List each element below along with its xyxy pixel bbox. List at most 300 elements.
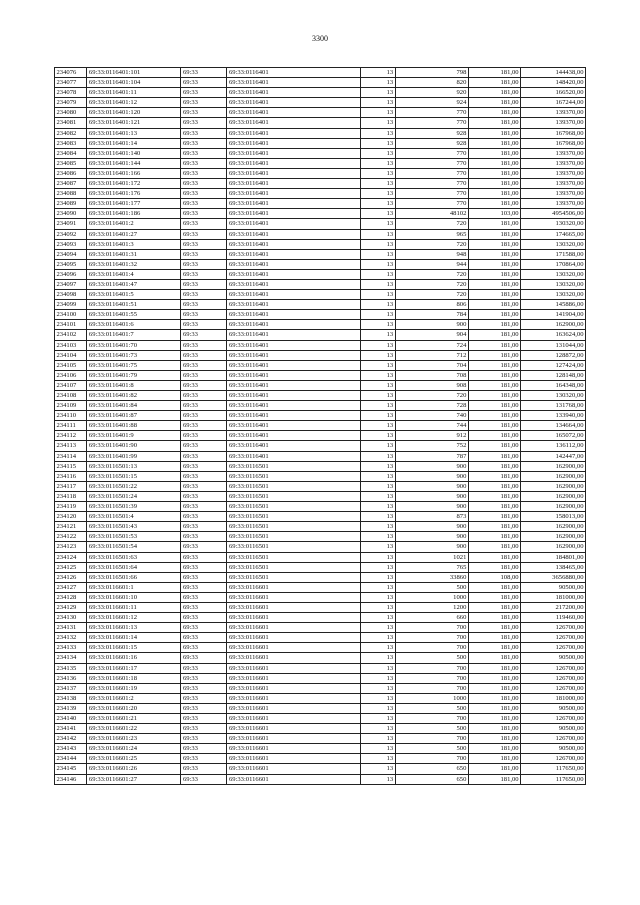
area-value-cell: 948	[395, 249, 468, 259]
area-value-cell: 770	[395, 199, 468, 209]
row-number-cell: 234095	[55, 259, 87, 269]
district-code-cell: 69:33	[181, 350, 227, 360]
cadastral-block-cell: 69:33:0116501	[227, 522, 361, 532]
table-row	[55, 168, 586, 178]
zone-number-cell: 13	[361, 451, 395, 461]
table-row	[55, 542, 586, 552]
cadastral-value-cell: 139370,00	[521, 118, 586, 128]
specific-value-cell: 181,00	[468, 714, 520, 724]
cadastral-number-cell: 69:33:0116401:14	[87, 138, 181, 148]
specific-value-cell: 181,00	[468, 623, 520, 633]
table-row	[55, 290, 586, 300]
cadastral-number-cell: 69:33:0116401:70	[87, 340, 181, 350]
table-row	[55, 532, 586, 542]
specific-value-cell: 181,00	[468, 259, 520, 269]
cadastral-block-cell: 69:33:0116601	[227, 673, 361, 683]
zone-number-cell: 13	[361, 199, 395, 209]
area-value-cell: 900	[395, 481, 468, 491]
cadastral-block-cell: 69:33:0116401	[227, 209, 361, 219]
cadastral-block-cell: 69:33:0116501	[227, 491, 361, 501]
district-code-cell: 69:33	[181, 179, 227, 189]
cadastral-number-cell: 69:33:0116401:6	[87, 320, 181, 330]
cadastral-number-cell: 69:33:0116501:39	[87, 502, 181, 512]
area-value-cell: 744	[395, 421, 468, 431]
specific-value-cell: 181,00	[468, 471, 520, 481]
specific-value-cell: 181,00	[468, 734, 520, 744]
cadastral-number-cell: 69:33:0116401:186	[87, 209, 181, 219]
table-row	[55, 199, 586, 209]
district-code-cell: 69:33	[181, 582, 227, 592]
cadastral-block-cell: 69:33:0116401	[227, 330, 361, 340]
cadastral-value-cell: 162900,00	[521, 471, 586, 481]
cadastral-number-cell: 69:33:0116501:43	[87, 522, 181, 532]
specific-value-cell: 181,00	[468, 380, 520, 390]
cadastral-value-cell: 126700,00	[521, 663, 586, 673]
zone-number-cell: 13	[361, 562, 395, 572]
cadastral-block-cell: 69:33:0116401	[227, 350, 361, 360]
area-value-cell: 700	[395, 734, 468, 744]
table-row	[55, 189, 586, 199]
specific-value-cell: 181,00	[468, 249, 520, 259]
table-row	[55, 229, 586, 239]
table-row	[55, 350, 586, 360]
cadastral-number-cell: 69:33:0116401:32	[87, 259, 181, 269]
cadastral-value-cell: 162900,00	[521, 532, 586, 542]
area-value-cell: 500	[395, 653, 468, 663]
zone-number-cell: 13	[361, 249, 395, 259]
cadastral-block-cell: 69:33:0116401	[227, 320, 361, 330]
area-value-cell: 708	[395, 370, 468, 380]
row-number-cell: 234141	[55, 724, 87, 734]
area-value-cell: 700	[395, 714, 468, 724]
table-row	[55, 724, 586, 734]
table-row	[55, 431, 586, 441]
cadastral-block-cell: 69:33:0116401	[227, 411, 361, 421]
cadastral-value-cell: 181000,00	[521, 592, 586, 602]
row-number-cell: 234136	[55, 673, 87, 683]
cadastral-block-cell: 69:33:0116401	[227, 380, 361, 390]
specific-value-cell: 181,00	[468, 340, 520, 350]
cadastral-value-cell: 90500,00	[521, 744, 586, 754]
row-number-cell: 234081	[55, 118, 87, 128]
table-row	[55, 158, 586, 168]
table-row	[55, 471, 586, 481]
table-row	[55, 512, 586, 522]
cadastral-value-cell: 126700,00	[521, 714, 586, 724]
cadastral-number-cell: 69:33:0116601:13	[87, 623, 181, 633]
cadastral-block-cell: 69:33:0116501	[227, 502, 361, 512]
zone-number-cell: 13	[361, 138, 395, 148]
row-number-cell: 234139	[55, 703, 87, 713]
specific-value-cell: 181,00	[468, 673, 520, 683]
cadastral-number-cell: 69:33:0116401:144	[87, 158, 181, 168]
zone-number-cell: 13	[361, 340, 395, 350]
table-row	[55, 259, 586, 269]
cadastral-number-cell: 69:33:0116401:75	[87, 360, 181, 370]
specific-value-cell: 181,00	[468, 138, 520, 148]
table-row	[55, 562, 586, 572]
area-value-cell: 1000	[395, 693, 468, 703]
row-number-cell: 234117	[55, 481, 87, 491]
table-row	[55, 653, 586, 663]
area-value-cell: 806	[395, 300, 468, 310]
table-row	[55, 693, 586, 703]
cadastral-block-cell: 69:33:0116401	[227, 168, 361, 178]
table-row	[55, 602, 586, 612]
row-number-cell: 234087	[55, 179, 87, 189]
row-number-cell: 234089	[55, 199, 87, 209]
area-value-cell: 720	[395, 219, 468, 229]
zone-number-cell: 13	[361, 724, 395, 734]
area-value-cell: 48102	[395, 209, 468, 219]
specific-value-cell: 181,00	[468, 239, 520, 249]
row-number-cell: 234142	[55, 734, 87, 744]
zone-number-cell: 13	[361, 148, 395, 158]
area-value-cell: 920	[395, 88, 468, 98]
row-number-cell: 234096	[55, 269, 87, 279]
cadastral-value-table	[54, 67, 586, 785]
area-value-cell: 700	[395, 673, 468, 683]
zone-number-cell: 13	[361, 189, 395, 199]
table-row	[55, 320, 586, 330]
row-number-cell: 234134	[55, 653, 87, 663]
table-row	[55, 592, 586, 602]
specific-value-cell: 181,00	[468, 320, 520, 330]
cadastral-block-cell: 69:33:0116501	[227, 512, 361, 522]
table-row	[55, 714, 586, 724]
cadastral-block-cell: 69:33:0116501	[227, 542, 361, 552]
specific-value-cell: 181,00	[468, 764, 520, 774]
cadastral-block-cell: 69:33:0116401	[227, 68, 361, 78]
cadastral-number-cell: 69:33:0116501:66	[87, 572, 181, 582]
cadastral-number-cell: 69:33:0116501:63	[87, 552, 181, 562]
cadastral-block-cell: 69:33:0116601	[227, 744, 361, 754]
cadastral-block-cell: 69:33:0116401	[227, 310, 361, 320]
row-number-cell: 234102	[55, 330, 87, 340]
area-value-cell: 700	[395, 663, 468, 673]
cadastral-number-cell: 69:33:0116401:82	[87, 391, 181, 401]
cadastral-value-cell: 126700,00	[521, 633, 586, 643]
area-value-cell: 900	[395, 502, 468, 512]
cadastral-number-cell: 69:33:0116501:13	[87, 461, 181, 471]
table-row	[55, 491, 586, 501]
cadastral-number-cell: 69:33:0116601:19	[87, 683, 181, 693]
specific-value-cell: 181,00	[468, 98, 520, 108]
district-code-cell: 69:33	[181, 158, 227, 168]
table-row	[55, 481, 586, 491]
area-value-cell: 900	[395, 522, 468, 532]
cadastral-value-cell: 90500,00	[521, 653, 586, 663]
cadastral-number-cell: 69:33:0116401:176	[87, 189, 181, 199]
cadastral-value-cell: 3656880,00	[521, 572, 586, 582]
zone-number-cell: 13	[361, 360, 395, 370]
cadastral-block-cell: 69:33:0116401	[227, 179, 361, 189]
row-number-cell: 234120	[55, 512, 87, 522]
specific-value-cell: 181,00	[468, 88, 520, 98]
table-row	[55, 78, 586, 88]
row-number-cell: 234105	[55, 360, 87, 370]
district-code-cell: 69:33	[181, 764, 227, 774]
zone-number-cell: 13	[361, 300, 395, 310]
specific-value-cell: 181,00	[468, 582, 520, 592]
cadastral-block-cell: 69:33:0116401	[227, 340, 361, 350]
zone-number-cell: 13	[361, 491, 395, 501]
specific-value-cell: 181,00	[468, 401, 520, 411]
cadastral-number-cell: 69:33:0116601:10	[87, 592, 181, 602]
cadastral-number-cell: 69:33:0116501:53	[87, 532, 181, 542]
district-code-cell: 69:33	[181, 249, 227, 259]
row-number-cell: 234078	[55, 88, 87, 98]
district-code-cell: 69:33	[181, 552, 227, 562]
area-value-cell: 720	[395, 269, 468, 279]
table-row	[55, 633, 586, 643]
zone-number-cell: 13	[361, 98, 395, 108]
specific-value-cell: 181,00	[468, 461, 520, 471]
cadastral-value-cell: 126700,00	[521, 734, 586, 744]
specific-value-cell: 181,00	[468, 68, 520, 78]
zone-number-cell: 13	[361, 734, 395, 744]
row-number-cell: 234112	[55, 431, 87, 441]
row-number-cell: 234116	[55, 471, 87, 481]
district-code-cell: 69:33	[181, 562, 227, 572]
specific-value-cell: 181,00	[468, 118, 520, 128]
zone-number-cell: 13	[361, 421, 395, 431]
district-code-cell: 69:33	[181, 602, 227, 612]
district-code-cell: 69:33	[181, 108, 227, 118]
zone-number-cell: 13	[361, 461, 395, 471]
cadastral-block-cell: 69:33:0116401	[227, 239, 361, 249]
table-row	[55, 370, 586, 380]
cadastral-number-cell: 69:33:0116501:22	[87, 481, 181, 491]
zone-number-cell: 13	[361, 380, 395, 390]
cadastral-value-cell: 90500,00	[521, 724, 586, 734]
area-value-cell: 724	[395, 340, 468, 350]
zone-number-cell: 13	[361, 481, 395, 491]
area-value-cell: 728	[395, 401, 468, 411]
table-row	[55, 209, 586, 219]
zone-number-cell: 13	[361, 582, 395, 592]
row-number-cell: 234127	[55, 582, 87, 592]
cadastral-value-cell: 117650,00	[521, 764, 586, 774]
cadastral-value-cell: 166520,00	[521, 88, 586, 98]
district-code-cell: 69:33	[181, 623, 227, 633]
specific-value-cell: 181,00	[468, 128, 520, 138]
cadastral-number-cell: 69:33:0116401:27	[87, 229, 181, 239]
table-row	[55, 330, 586, 340]
area-value-cell: 33860	[395, 572, 468, 582]
cadastral-block-cell: 69:33:0116401	[227, 98, 361, 108]
area-value-cell: 965	[395, 229, 468, 239]
area-value-cell: 500	[395, 703, 468, 713]
cadastral-block-cell: 69:33:0116401	[227, 88, 361, 98]
specific-value-cell: 181,00	[468, 168, 520, 178]
zone-number-cell: 13	[361, 532, 395, 542]
row-number-cell: 234115	[55, 461, 87, 471]
specific-value-cell: 181,00	[468, 360, 520, 370]
area-value-cell: 1000	[395, 592, 468, 602]
cadastral-block-cell: 69:33:0116601	[227, 602, 361, 612]
row-number-cell: 234135	[55, 663, 87, 673]
row-number-cell: 234108	[55, 391, 87, 401]
specific-value-cell: 181,00	[468, 158, 520, 168]
district-code-cell: 69:33	[181, 724, 227, 734]
row-number-cell: 234077	[55, 78, 87, 88]
cadastral-number-cell: 69:33:0116501:15	[87, 471, 181, 481]
cadastral-number-cell: 69:33:0116601:15	[87, 643, 181, 653]
zone-number-cell: 13	[361, 68, 395, 78]
table-row	[55, 673, 586, 683]
row-number-cell: 234088	[55, 189, 87, 199]
area-value-cell: 904	[395, 330, 468, 340]
zone-number-cell: 13	[361, 683, 395, 693]
cadastral-value-cell: 139370,00	[521, 168, 586, 178]
district-code-cell: 69:33	[181, 279, 227, 289]
cadastral-number-cell: 69:33:0116401:104	[87, 78, 181, 88]
area-value-cell: 700	[395, 633, 468, 643]
cadastral-block-cell: 69:33:0116601	[227, 703, 361, 713]
table-row	[55, 310, 586, 320]
zone-number-cell: 13	[361, 643, 395, 653]
specific-value-cell: 181,00	[468, 189, 520, 199]
specific-value-cell: 103,00	[468, 209, 520, 219]
zone-number-cell: 13	[361, 229, 395, 239]
cadastral-block-cell: 69:33:0116601	[227, 592, 361, 602]
row-number-cell: 234103	[55, 340, 87, 350]
area-value-cell: 900	[395, 491, 468, 501]
zone-number-cell: 13	[361, 703, 395, 713]
table-row	[55, 461, 586, 471]
cadastral-number-cell: 69:33:0116401:101	[87, 68, 181, 78]
cadastral-value-cell: 130320,00	[521, 391, 586, 401]
cadastral-block-cell: 69:33:0116501	[227, 471, 361, 481]
area-value-cell: 900	[395, 461, 468, 471]
zone-number-cell: 13	[361, 88, 395, 98]
district-code-cell: 69:33	[181, 290, 227, 300]
cadastral-number-cell: 69:33:0116401:55	[87, 310, 181, 320]
district-code-cell: 69:33	[181, 683, 227, 693]
cadastral-value-cell: 158013,00	[521, 512, 586, 522]
table-row	[55, 401, 586, 411]
area-value-cell: 900	[395, 320, 468, 330]
row-number-cell: 234093	[55, 239, 87, 249]
district-code-cell: 69:33	[181, 653, 227, 663]
district-code-cell: 69:33	[181, 380, 227, 390]
zone-number-cell: 13	[361, 370, 395, 380]
table-row	[55, 138, 586, 148]
row-number-cell: 234110	[55, 411, 87, 421]
cadastral-value-cell: 130320,00	[521, 269, 586, 279]
table-row	[55, 128, 586, 138]
zone-number-cell: 13	[361, 754, 395, 764]
district-code-cell: 69:33	[181, 68, 227, 78]
cadastral-number-cell: 69:33:0116601:24	[87, 744, 181, 754]
district-code-cell: 69:33	[181, 532, 227, 542]
zone-number-cell: 13	[361, 744, 395, 754]
district-code-cell: 69:33	[181, 613, 227, 623]
cadastral-block-cell: 69:33:0116601	[227, 714, 361, 724]
area-value-cell: 770	[395, 168, 468, 178]
zone-number-cell: 13	[361, 592, 395, 602]
cadastral-number-cell: 69:33:0116601:11	[87, 602, 181, 612]
area-value-cell: 787	[395, 451, 468, 461]
table-row	[55, 764, 586, 774]
area-value-cell: 770	[395, 158, 468, 168]
district-code-cell: 69:33	[181, 88, 227, 98]
cadastral-number-cell: 69:33:0116401:177	[87, 199, 181, 209]
cadastral-block-cell: 69:33:0116601	[227, 653, 361, 663]
cadastral-block-cell: 69:33:0116501	[227, 552, 361, 562]
cadastral-number-cell: 69:33:0116401:11	[87, 88, 181, 98]
cadastral-number-cell: 69:33:0116501:4	[87, 512, 181, 522]
district-code-cell: 69:33	[181, 310, 227, 320]
page-number: 3300	[312, 34, 328, 43]
area-value-cell: 740	[395, 411, 468, 421]
row-number-cell: 234146	[55, 774, 87, 784]
cadastral-number-cell: 69:33:0116601:16	[87, 653, 181, 663]
cadastral-value-cell: 174665,00	[521, 229, 586, 239]
cadastral-block-cell: 69:33:0116601	[227, 764, 361, 774]
zone-number-cell: 13	[361, 623, 395, 633]
row-number-cell: 234118	[55, 491, 87, 501]
cadastral-value-cell: 136112,00	[521, 441, 586, 451]
zone-number-cell: 13	[361, 653, 395, 663]
zone-number-cell: 13	[361, 128, 395, 138]
table-row	[55, 269, 586, 279]
specific-value-cell: 181,00	[468, 613, 520, 623]
row-number-cell: 234094	[55, 249, 87, 259]
cadastral-number-cell: 69:33:0116401:140	[87, 148, 181, 158]
district-code-cell: 69:33	[181, 300, 227, 310]
row-number-cell: 234086	[55, 168, 87, 178]
table-row	[55, 360, 586, 370]
cadastral-value-cell: 167244,00	[521, 98, 586, 108]
zone-number-cell: 13	[361, 391, 395, 401]
cadastral-value-cell: 184801,00	[521, 552, 586, 562]
specific-value-cell: 181,00	[468, 350, 520, 360]
table-row	[55, 451, 586, 461]
area-value-cell: 1200	[395, 602, 468, 612]
table-row	[55, 623, 586, 633]
specific-value-cell: 181,00	[468, 431, 520, 441]
table-row	[55, 380, 586, 390]
zone-number-cell: 13	[361, 108, 395, 118]
area-value-cell: 944	[395, 259, 468, 269]
area-value-cell: 704	[395, 360, 468, 370]
cadastral-block-cell: 69:33:0116401	[227, 391, 361, 401]
district-code-cell: 69:33	[181, 461, 227, 471]
district-code-cell: 69:33	[181, 744, 227, 754]
cadastral-value-cell: 167968,00	[521, 128, 586, 138]
district-code-cell: 69:33	[181, 401, 227, 411]
specific-value-cell: 181,00	[468, 562, 520, 572]
row-number-cell: 234084	[55, 148, 87, 158]
cadastral-block-cell: 69:33:0116601	[227, 754, 361, 764]
cadastral-number-cell: 69:33:0116401:84	[87, 401, 181, 411]
cadastral-value-cell: 139370,00	[521, 158, 586, 168]
district-code-cell: 69:33	[181, 734, 227, 744]
row-number-cell: 234109	[55, 401, 87, 411]
cadastral-value-cell: 139370,00	[521, 148, 586, 158]
district-code-cell: 69:33	[181, 360, 227, 370]
row-number-cell: 234099	[55, 300, 87, 310]
area-value-cell: 770	[395, 108, 468, 118]
cadastral-number-cell: 69:33:0116401:4	[87, 269, 181, 279]
cadastral-block-cell: 69:33:0116601	[227, 734, 361, 744]
cadastral-block-cell: 69:33:0116401	[227, 148, 361, 158]
cadastral-number-cell: 69:33:0116401:2	[87, 219, 181, 229]
area-value-cell: 1021	[395, 552, 468, 562]
table-row	[55, 239, 586, 249]
